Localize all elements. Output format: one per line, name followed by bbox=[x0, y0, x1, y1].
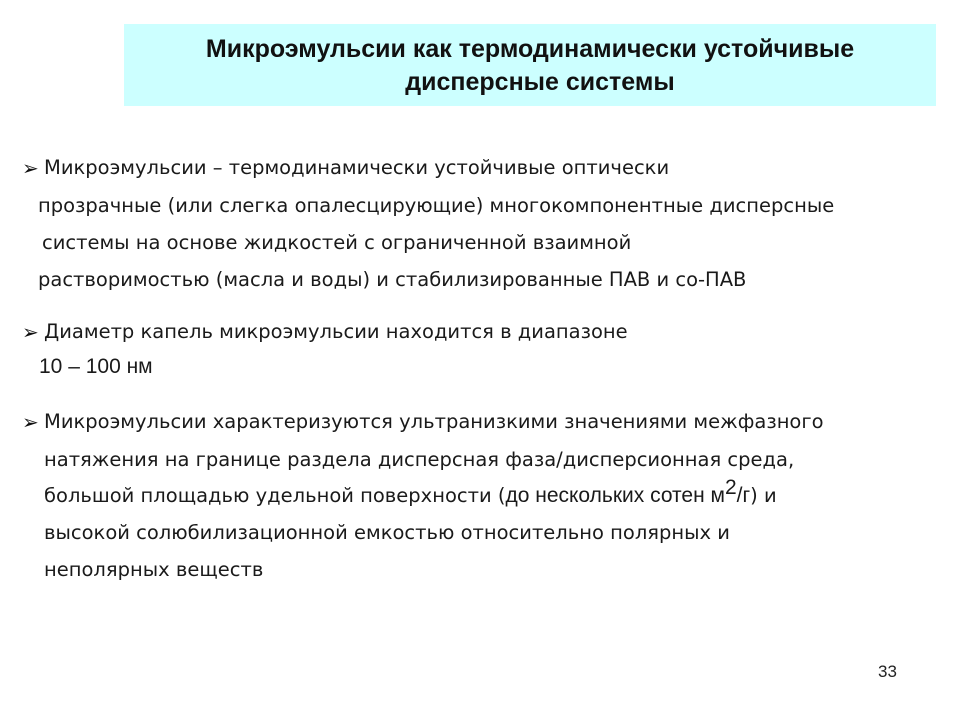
surface-area-exponent: 2 bbox=[724, 476, 737, 499]
bullet-3-line-4: высокой солюбилизационной емкостью относительно полярных и bbox=[44, 521, 730, 544]
bullet-3-line-5: неполярных веществ bbox=[44, 558, 264, 581]
surface-area-unit: /г bbox=[736, 484, 751, 507]
arrow-bullet-icon: ➢ bbox=[22, 156, 39, 180]
bullet-1-line-1: Микроэмульсии – термодинамически устойчивые оптически bbox=[44, 156, 670, 179]
slide-title-line-2: дисперсные системы bbox=[405, 68, 675, 96]
page-number: 33 bbox=[878, 662, 897, 681]
arrow-bullet-icon: ➢ bbox=[22, 410, 39, 434]
arrow-bullet-icon: ➢ bbox=[22, 320, 39, 344]
bullet-3-line-3-text: большой площадью удельной поверхности ( bbox=[44, 484, 506, 507]
bullet-2-line-1: Диаметр капель микроэмульсии находится в диапазоне bbox=[44, 320, 628, 343]
surface-area-value: до нескольких сотен м bbox=[505, 484, 725, 507]
slide-title-line-1: Микроэмульсии как термодинамически устойчивые bbox=[205, 35, 855, 63]
bullet-1-line-2: прозрачные (или слегка опалесцирующие) многокомпонентные дисперсные bbox=[38, 194, 835, 217]
bullet-3-line-3 bbox=[44, 476, 777, 508]
bullet-1-line-4: растворимостью (масла и воды) и стабилизированные ПАВ и со-ПАВ bbox=[38, 268, 747, 291]
bullet-2-line-2: 10 – 100 нм bbox=[39, 355, 153, 378]
bullet-3-line-1: Микроэмульсии характеризуются ультранизкими значениями межфазного bbox=[44, 410, 824, 433]
slide-title-box bbox=[124, 24, 936, 106]
bullet-1-line-3: системы на основе жидкостей с ограниченной взаимной bbox=[42, 231, 632, 254]
bullet-3-line-2: натяжения на границе раздела дисперсная фаза/дисперсионная среда, bbox=[44, 448, 795, 471]
bullet-3-line-3-tail: ) и bbox=[750, 484, 777, 507]
